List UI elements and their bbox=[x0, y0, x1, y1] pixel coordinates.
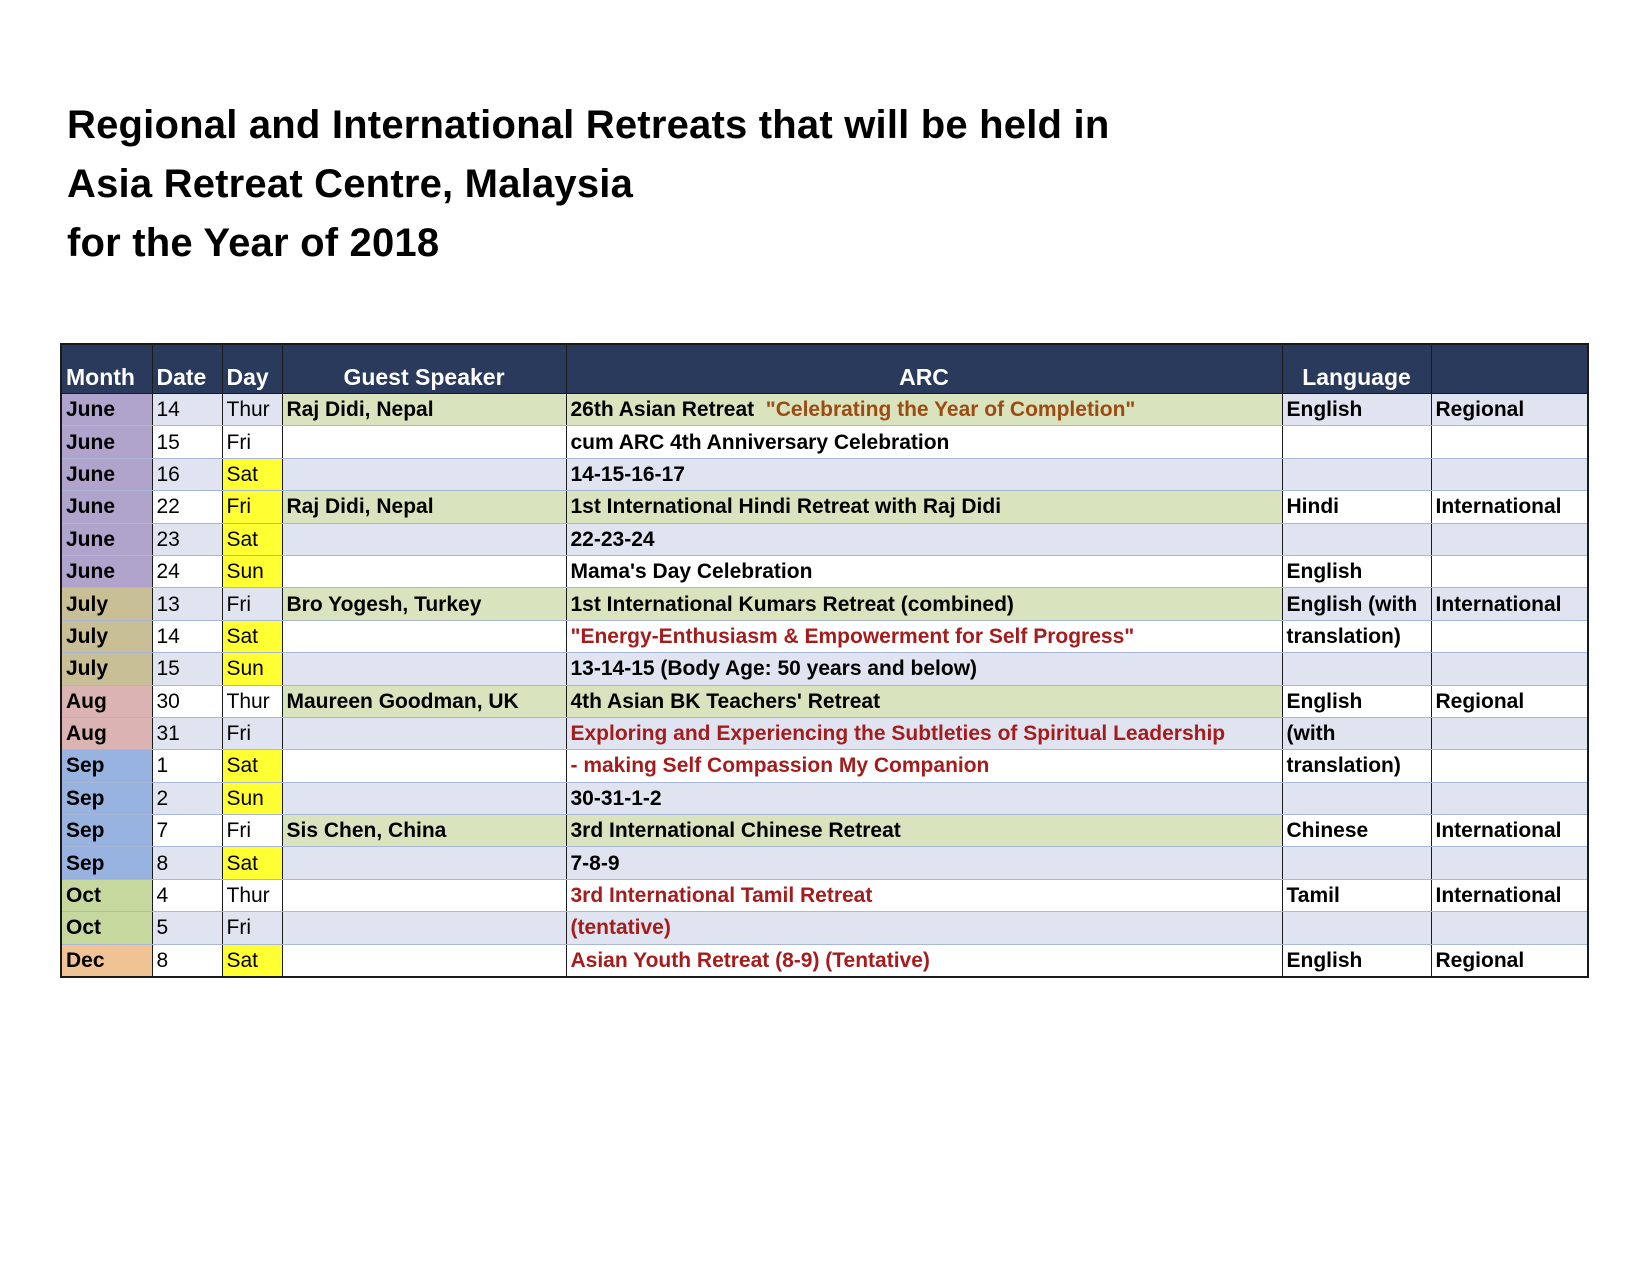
scope-cell bbox=[1431, 912, 1588, 944]
table-row bbox=[61, 912, 1588, 944]
arc-cell: 3rd International Chinese Retreat bbox=[566, 815, 1282, 847]
guest-speaker-cell bbox=[282, 653, 566, 685]
scope-cell bbox=[1431, 782, 1588, 814]
month-cell: July bbox=[61, 588, 152, 620]
header-arc: ARC bbox=[566, 344, 1282, 394]
month-cell: June bbox=[61, 458, 152, 490]
retreat-schedule-table bbox=[60, 343, 1589, 978]
arc-cell: 22-23-24 bbox=[566, 523, 1282, 555]
day-cell: Sun bbox=[222, 555, 282, 587]
month-cell: Sep bbox=[61, 750, 152, 782]
arc-cell: 13-14-15 (Body Age: 50 years and below) bbox=[566, 653, 1282, 685]
day-cell: Fri bbox=[222, 815, 282, 847]
table-header-row bbox=[61, 344, 1588, 394]
guest-speaker-cell bbox=[282, 426, 566, 458]
arc-cell: 3rd International Tamil Retreat bbox=[566, 879, 1282, 911]
table-row bbox=[61, 588, 1588, 620]
table-row bbox=[61, 815, 1588, 847]
arc-cell: Mama's Day Celebration bbox=[566, 555, 1282, 587]
scope-cell bbox=[1431, 653, 1588, 685]
scope-cell bbox=[1431, 458, 1588, 490]
table-row bbox=[61, 879, 1588, 911]
arc-cell: - making Self Compassion My Companion bbox=[566, 750, 1282, 782]
guest-speaker-cell bbox=[282, 944, 566, 977]
scope-cell: International bbox=[1431, 879, 1588, 911]
day-cell: Thur bbox=[222, 685, 282, 717]
scope-cell bbox=[1431, 555, 1588, 587]
date-cell: 5 bbox=[152, 912, 222, 944]
language-cell: English bbox=[1282, 685, 1431, 717]
month-cell: Oct bbox=[61, 912, 152, 944]
language-cell: English (with bbox=[1282, 588, 1431, 620]
title-line-2: Asia Retreat Centre, Malaysia bbox=[67, 162, 634, 206]
month-cell: June bbox=[61, 394, 152, 426]
table-row bbox=[61, 782, 1588, 814]
language-cell: Chinese bbox=[1282, 815, 1431, 847]
language-cell bbox=[1282, 458, 1431, 490]
language-cell bbox=[1282, 847, 1431, 879]
arc-cell: 1st International Kumars Retreat (combined) bbox=[566, 588, 1282, 620]
month-cell: July bbox=[61, 653, 152, 685]
month-cell: Sep bbox=[61, 847, 152, 879]
guest-speaker-cell bbox=[282, 620, 566, 652]
language-cell: (with bbox=[1282, 717, 1431, 749]
scope-cell: International bbox=[1431, 588, 1588, 620]
guest-speaker-cell: Sis Chen, China bbox=[282, 815, 566, 847]
day-cell: Sat bbox=[222, 750, 282, 782]
arc-theme: "Celebrating the Year of Completion" bbox=[765, 398, 1136, 422]
guest-speaker-cell bbox=[282, 717, 566, 749]
header-language: Language bbox=[1282, 344, 1431, 394]
page-title bbox=[67, 96, 1109, 273]
date-cell: 15 bbox=[152, 426, 222, 458]
day-cell: Sat bbox=[222, 847, 282, 879]
table-row bbox=[61, 491, 1588, 523]
language-cell bbox=[1282, 426, 1431, 458]
guest-speaker-cell bbox=[282, 523, 566, 555]
table-row bbox=[61, 620, 1588, 652]
header-scope bbox=[1431, 344, 1588, 394]
scope-cell bbox=[1431, 750, 1588, 782]
header-guest-speaker: Guest Speaker bbox=[282, 344, 566, 394]
arc-cell: 4th Asian BK Teachers' Retreat bbox=[566, 685, 1282, 717]
language-cell: English bbox=[1282, 944, 1431, 977]
language-cell bbox=[1282, 523, 1431, 555]
month-cell: June bbox=[61, 555, 152, 587]
date-cell: 13 bbox=[152, 588, 222, 620]
scope-cell: International bbox=[1431, 491, 1588, 523]
table-row bbox=[61, 523, 1588, 555]
language-cell: English bbox=[1282, 394, 1431, 426]
scope-cell bbox=[1431, 847, 1588, 879]
table-row bbox=[61, 653, 1588, 685]
guest-speaker-cell bbox=[282, 782, 566, 814]
language-cell: translation) bbox=[1282, 750, 1431, 782]
date-cell: 24 bbox=[152, 555, 222, 587]
date-cell: 4 bbox=[152, 879, 222, 911]
date-cell: 14 bbox=[152, 394, 222, 426]
guest-speaker-cell: Raj Didi, Nepal bbox=[282, 394, 566, 426]
date-cell: 2 bbox=[152, 782, 222, 814]
scope-cell: International bbox=[1431, 815, 1588, 847]
table-row bbox=[61, 750, 1588, 782]
guest-speaker-cell: Raj Didi, Nepal bbox=[282, 491, 566, 523]
day-cell: Sat bbox=[222, 620, 282, 652]
scope-cell bbox=[1431, 620, 1588, 652]
month-cell: June bbox=[61, 491, 152, 523]
language-cell: Hindi bbox=[1282, 491, 1431, 523]
month-cell: July bbox=[61, 620, 152, 652]
scope-cell bbox=[1431, 426, 1588, 458]
day-cell: Fri bbox=[222, 491, 282, 523]
table-row bbox=[61, 717, 1588, 749]
date-cell: 23 bbox=[152, 523, 222, 555]
guest-speaker-cell bbox=[282, 458, 566, 490]
table-row bbox=[61, 394, 1588, 426]
month-cell: Sep bbox=[61, 782, 152, 814]
header-date: Date bbox=[152, 344, 222, 394]
day-cell: Fri bbox=[222, 717, 282, 749]
arc-cell: 14-15-16-17 bbox=[566, 458, 1282, 490]
table-row bbox=[61, 555, 1588, 587]
guest-speaker-cell: Bro Yogesh, Turkey bbox=[282, 588, 566, 620]
arc-cell: 30-31-1-2 bbox=[566, 782, 1282, 814]
date-cell: 31 bbox=[152, 717, 222, 749]
day-cell: Sat bbox=[222, 523, 282, 555]
table-row bbox=[61, 847, 1588, 879]
header-month: Month bbox=[61, 344, 152, 394]
month-cell: June bbox=[61, 426, 152, 458]
arc-cell: "Energy-Enthusiasm & Empowerment for Self Progress" bbox=[566, 620, 1282, 652]
date-cell: 7 bbox=[152, 815, 222, 847]
header-day: Day bbox=[222, 344, 282, 394]
day-cell: Fri bbox=[222, 588, 282, 620]
date-cell: 8 bbox=[152, 944, 222, 977]
day-cell: Thur bbox=[222, 394, 282, 426]
day-cell: Sun bbox=[222, 782, 282, 814]
month-cell: Sep bbox=[61, 815, 152, 847]
date-cell: 1 bbox=[152, 750, 222, 782]
arc-title: 26th Asian Retreat bbox=[570, 398, 755, 422]
month-cell: Oct bbox=[61, 879, 152, 911]
language-cell bbox=[1282, 782, 1431, 814]
arc-cell: 1st International Hindi Retreat with Raj Didi bbox=[566, 491, 1282, 523]
date-cell: 16 bbox=[152, 458, 222, 490]
date-cell: 30 bbox=[152, 685, 222, 717]
language-cell: Tamil bbox=[1282, 879, 1431, 911]
guest-speaker-cell bbox=[282, 879, 566, 911]
arc-cell: Asian Youth Retreat (8-9) (Tentative) bbox=[566, 944, 1282, 977]
arc-cell bbox=[566, 394, 1282, 426]
day-cell: Fri bbox=[222, 426, 282, 458]
language-cell bbox=[1282, 653, 1431, 685]
month-cell: Aug bbox=[61, 685, 152, 717]
arc-cell: cum ARC 4th Anniversary Celebration bbox=[566, 426, 1282, 458]
table-row bbox=[61, 426, 1588, 458]
table-row bbox=[61, 458, 1588, 490]
day-cell: Fri bbox=[222, 912, 282, 944]
scope-cell: Regional bbox=[1431, 685, 1588, 717]
day-cell: Thur bbox=[222, 879, 282, 911]
title-line-1: Regional and International Retreats that will be held in bbox=[67, 103, 1110, 147]
scope-cell bbox=[1431, 717, 1588, 749]
month-cell: Aug bbox=[61, 717, 152, 749]
scope-cell: Regional bbox=[1431, 944, 1588, 977]
month-cell: Dec bbox=[61, 944, 152, 977]
guest-speaker-cell bbox=[282, 750, 566, 782]
arc-cell: 7-8-9 bbox=[566, 847, 1282, 879]
table-row bbox=[61, 944, 1588, 977]
scope-cell: Regional bbox=[1431, 394, 1588, 426]
date-cell: 14 bbox=[152, 620, 222, 652]
arc-cell: Exploring and Experiencing the Subtleties of Spiritual Leadership bbox=[566, 717, 1282, 749]
day-cell: Sat bbox=[222, 458, 282, 490]
language-cell: translation) bbox=[1282, 620, 1431, 652]
day-cell: Sat bbox=[222, 944, 282, 977]
guest-speaker-cell: Maureen Goodman, UK bbox=[282, 685, 566, 717]
scope-cell bbox=[1431, 523, 1588, 555]
title-line-3: for the Year of 2018 bbox=[67, 221, 440, 265]
language-cell: English bbox=[1282, 555, 1431, 587]
date-cell: 15 bbox=[152, 653, 222, 685]
month-cell: June bbox=[61, 523, 152, 555]
date-cell: 22 bbox=[152, 491, 222, 523]
guest-speaker-cell bbox=[282, 847, 566, 879]
day-cell: Sun bbox=[222, 653, 282, 685]
guest-speaker-cell bbox=[282, 555, 566, 587]
arc-cell: (tentative) bbox=[566, 912, 1282, 944]
language-cell bbox=[1282, 912, 1431, 944]
date-cell: 8 bbox=[152, 847, 222, 879]
guest-speaker-cell bbox=[282, 912, 566, 944]
table-row bbox=[61, 685, 1588, 717]
